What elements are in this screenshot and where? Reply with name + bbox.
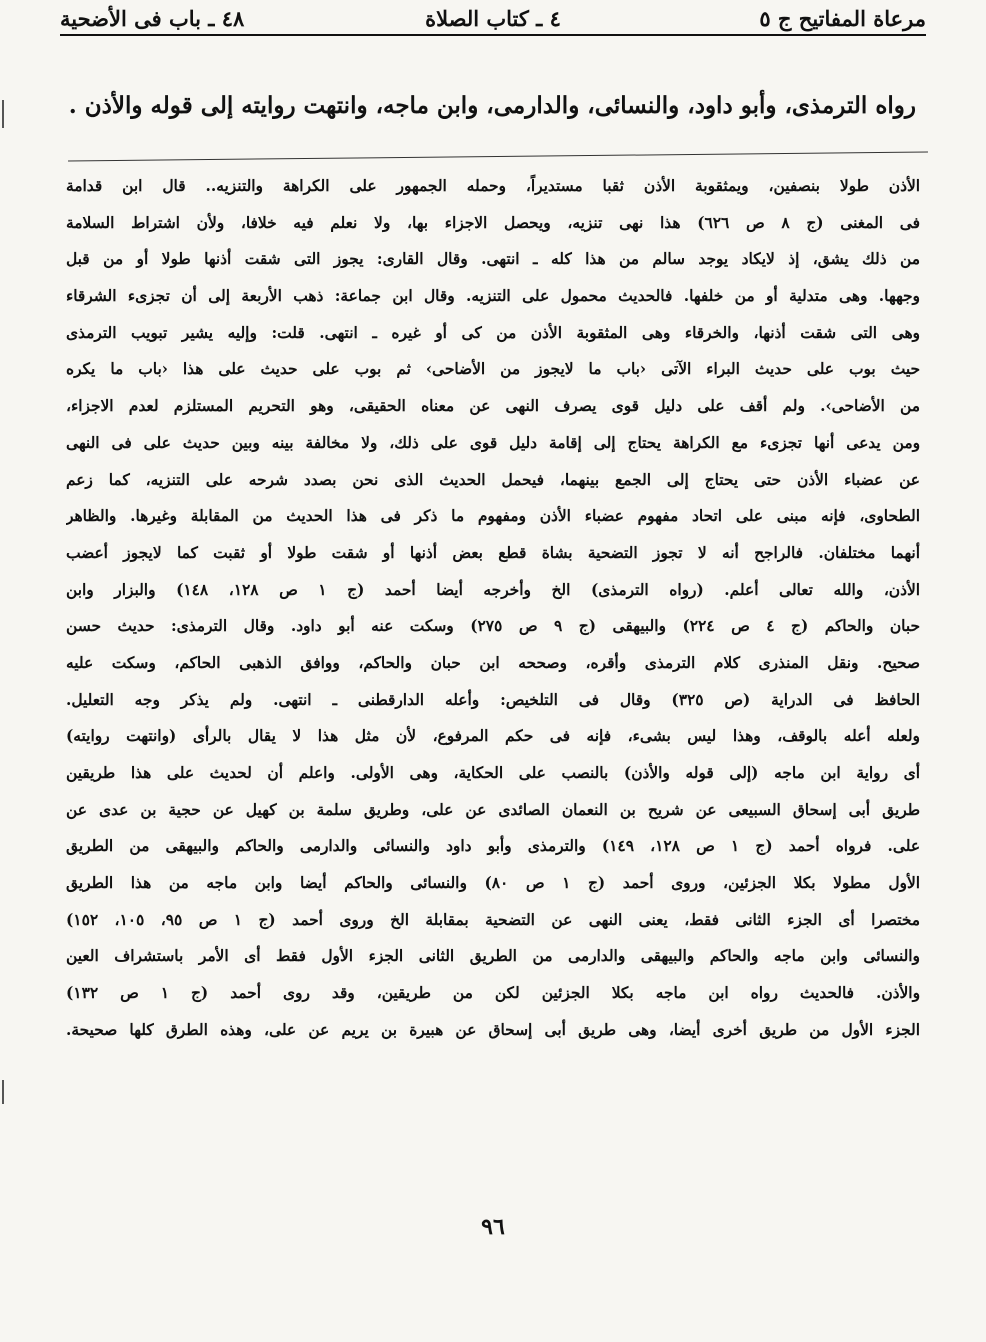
section-title: ٤٨ ـ باب فى الأضحية (60, 6, 245, 31)
book-title-volume: مرعاة المفاتيح ج ٥ (759, 6, 926, 31)
commentary-line: مختصرا أى الجزء الثانى فقط، يعنى النهى عن التضحية بمقابلة الخ وروى أحمد (ج ١ ص ٩٥، ١٠٥، ١٥٢) (66, 910, 920, 929)
commentary-line: على. فرواه أحمد (ج ١ ص ١٢٨، ١٤٩) والترمذى وأبو داود والنسائى والدارمى والحاكم والبيهقى من الطريق (66, 837, 920, 856)
commentary-line: حبان والحاكم (ج ٤ ص ٢٢٤) والبيهقى (ج ٩ ص ٢٧٥) وسكت عنه أبو داود. وقال الترمذى: حديث حسن (66, 617, 920, 636)
page-number: ٩٦ (481, 1214, 505, 1240)
commentary-line: الأذن، والله تعالى أعلم. (رواه الترمذى) الخ وأخرجه أيضا أحمد (ج ١ ص ١٢٨، ١٤٨) والبزار وابن (66, 580, 920, 599)
commentary-line: الجزء الأول من طريق أخرى أيضا، وهى طريق أبى إسحاق عن هبيرة بن يريم عن على، وهذه الطرق كلها صحيحة. (66, 1020, 920, 1039)
commentary-line: والنسائى وابن ماجه والحاكم والبيهقى والدارمى من الطريق الثانى الجزء الأول فقط أى الأمر باستشراف العين (66, 947, 920, 966)
footnote-divider (68, 151, 928, 161)
commentary-line: ومن يدعى أنها تجزىء مع الكراهة يحتاج إلى إقامة دليل قوى على ذلك، ولا مخالفة بينه وبين حديث على فى النهى (66, 433, 920, 452)
commentary-line: أى رواية ابن ماجه (إلى قوله والأذن) بالنصب على الحكاية، وهى الأولى. واعلم أن لحديث على هذا طريقين (66, 764, 920, 782)
commentary-line: صحيح. ونقل المنذرى كلام الترمذى وأقره، وصححه ابن حبان والحاكم، ووافق الذهبى الحاكم، وسكت عليه (66, 653, 920, 672)
commentary-line: من الأضاحى›. ولم أقف على دليل قوى يصرف النهى عن معناه الحقيقى، وهو التحريم المستلزم لعدم الاجزاء، (66, 397, 920, 416)
commentary-line: ولعله أعله بالوقف، وهذا ليس بشىء، فإنه فى حكم المرفوع، لأن مثل هذا لا يقال بالرأى (وانتهت روايته) (66, 727, 920, 746)
chapter-title: ٤ ـ كتاب الصلاة (425, 6, 561, 31)
commentary-line: فى المغنى (ج ٨ ص ٦٢٦) هذا نهى تنزيه، ويحصل الاجزاء بها، ولا نعلم فيه خلافا، ولأن اشتراط السلامة (66, 213, 920, 232)
hadith-text: رواه الترمذى، وأبو داود، والنسائى، والدارمى، وابن ماجه، وانتهت روايته إلى قوله والأذن . (68, 92, 916, 119)
commentary-line: عن عضباء الأذن حتى يحتاج إلى الجمع بينهما، فيحمل الحديث الذى نحن بصدد شرحه على التنزيه، كما زعم (66, 470, 920, 489)
commentary-line: الحافظ فى الدراية (ص ٣٢٥) وقال فى التلخيص: وأعله الدارقطنى ـ انتهى. ولم يذكر وجه التعليل. (66, 690, 920, 709)
commentary-line: أنهما مختلفان. فالراجح أنه لا تجوز التضحية بشاة قطع بعض أذنها أو شقت طولا أو ثقبت كما لايجوز أعضب (66, 543, 920, 562)
running-header (60, 4, 926, 36)
commentary-line: الأول مطولا بكلا الجزئين، وروى أحمد (ج ١ ص ٨٠) والنسائى والحاكم أيضا وابن ماجه من هذا الطريق (66, 874, 920, 893)
commentary-line: من ذلك يشق، إذ لايكاد يوجد سالم من هذا كله ـ انتهى. وقال القارى: يجوز التى شقت أذنها طولا أو من قبل (66, 250, 920, 269)
commentary-line: والأذن. فالحديث رواه ابن ماجه بكلا الجزئين لكن من طريقين، وقد روى أحمد (ج ١ ص ١٣٢) (66, 984, 920, 1003)
commentary-line: وجهها. وهى متدلية أو من خلفها. فالحديث محمول على التنزيه. وقال ابن جماعة: ذهب الأربعة إلى أن تجزىء الشرقاء (66, 287, 920, 306)
commentary-line: الأذن طولا بنصفين، ويمثقوبة الأذن ثقبا مستديراً، وحمله الجمهور على الكراهة والتنزيه.. قال ابن قدامة (66, 177, 920, 195)
commentary-line: وهى التى شقت أذنها، والخرقاء وهى المثقوبة الأذن من كى أو غيره ـ انتهى. قلت: وإليه يشير تبويب الترمذى (66, 323, 920, 342)
scan-edge-mark (2, 100, 4, 128)
scan-edge-mark (2, 1080, 4, 1104)
commentary-line: حيث بوب على حديث البراء الآتى ‹باب ما لايجوز من الأضاحى› ثم بوب على حديث على هذا ‹باب ما يكره (66, 360, 920, 379)
commentary-line: طريق أبى إسحاق السبيعى عن شريح بن النعمان الصائدى عن على، وطريق سلمة بن كهيل عن حجية بن عدى عن (66, 800, 920, 819)
commentary-line: الطحاوى، فإنه مبنى على اتحاد مفهوم عضباء الأذن ومفهوم ما ذكر فى هذا الحديث من المقابلة وغيرها. والظاهر (66, 507, 920, 526)
commentary-body (66, 168, 920, 1049)
